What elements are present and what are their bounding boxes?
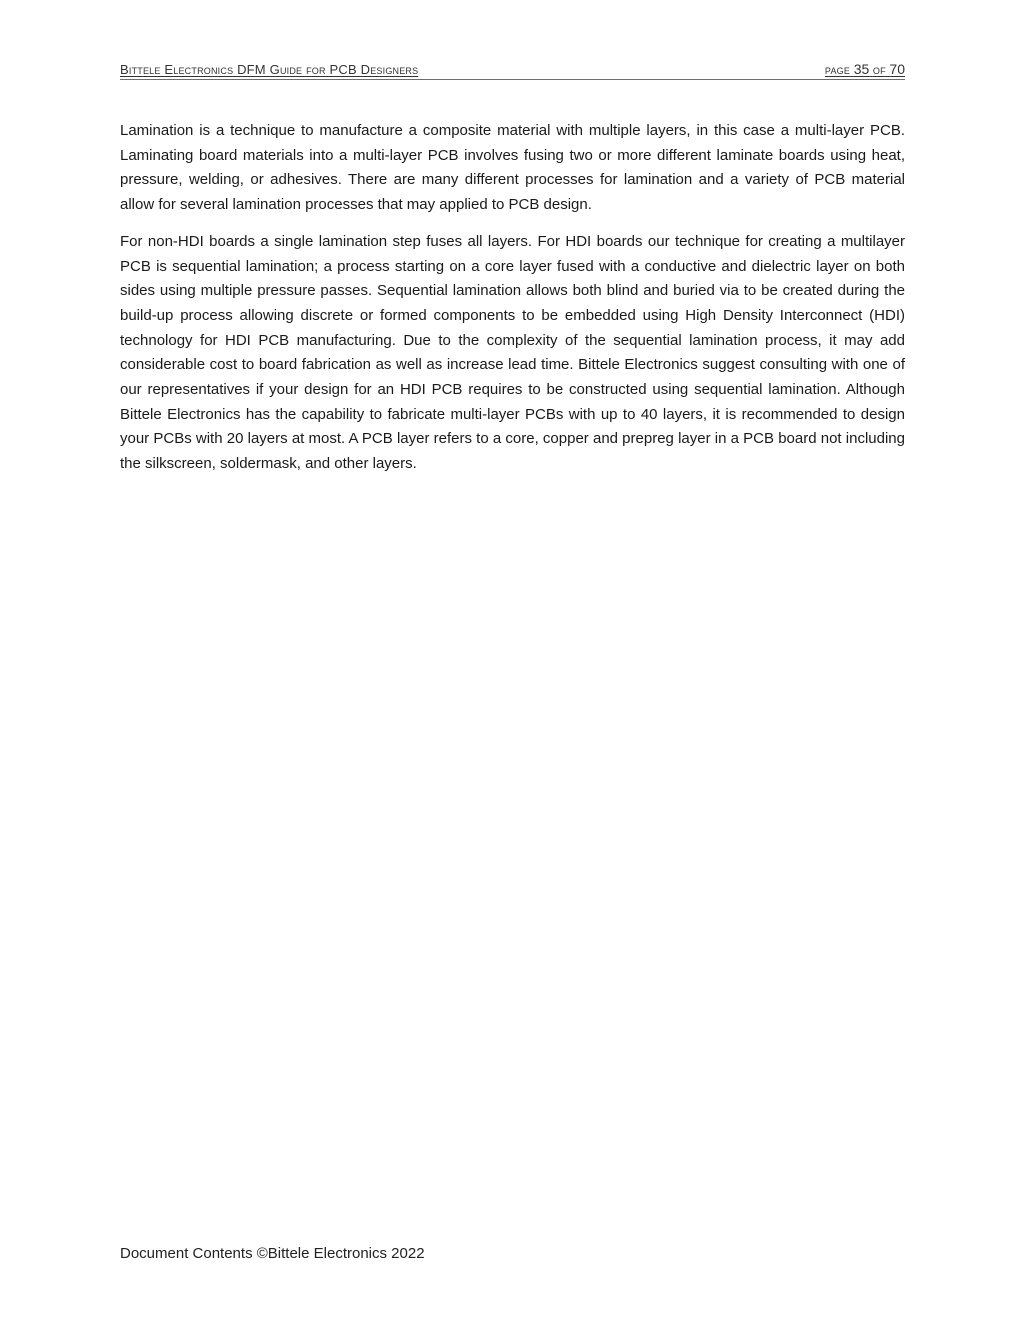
document-body: [120, 119, 905, 489]
paragraph-sequential-lamination: For non-HDI boards a single lamination step fuses all layers. For HDI boards our technique for creating a multilayer PCB is sequential lamination; a process starting on a core layer fused with a conductive and dielectric layer on both sides using multiple pressure passes. Sequential lamination allows both blind and buried via to be created during the build-up process allowing discrete or formed components to be embedded using High Density Interconnect (HDI) technology for HDI PCB manufacturing. Due to the complexity of the sequential lamination process, it may add considerable cost to board fabrication as well as increase lead time. Bittele Electronics suggest consulting with one of our representatives if your design for an HDI PCB requires to be constructed using sequential lamination. Although Bittele Electronics has the capability to fabricate multi-layer PCBs with up to 40 layers, it is recommended to design your PCBs with 20 layers at most. A PCB layer refers to a core, copper and prepreg layer in a PCB board not including the silkscreen, soldermask, and other layers.: [120, 232, 905, 473]
page-number: [825, 61, 905, 77]
page-total: 70: [889, 61, 905, 77]
page-current: 35: [853, 61, 870, 77]
document-title: Bittele Electronics DFM Guide for PCB Designers: [120, 62, 419, 77]
page-of-label: of: [872, 62, 886, 77]
page-footer: Document Contents ©Bittele Electronics 2022: [120, 1245, 425, 1262]
page-header: [120, 60, 905, 80]
paragraph-lamination-intro: Lamination is a technique to manufacture a composite material with multiple layers, in this case a multi-layer PCB. Laminating board materials into a multi-layer PCB involves fusing two or more different laminate boards using heat, pressure, welding, or adhesives. There are many different processes for lamination and a variety of PCB material allow for several lamination processes that may applied to PCB design.: [120, 122, 905, 214]
page-label: page: [824, 62, 851, 77]
